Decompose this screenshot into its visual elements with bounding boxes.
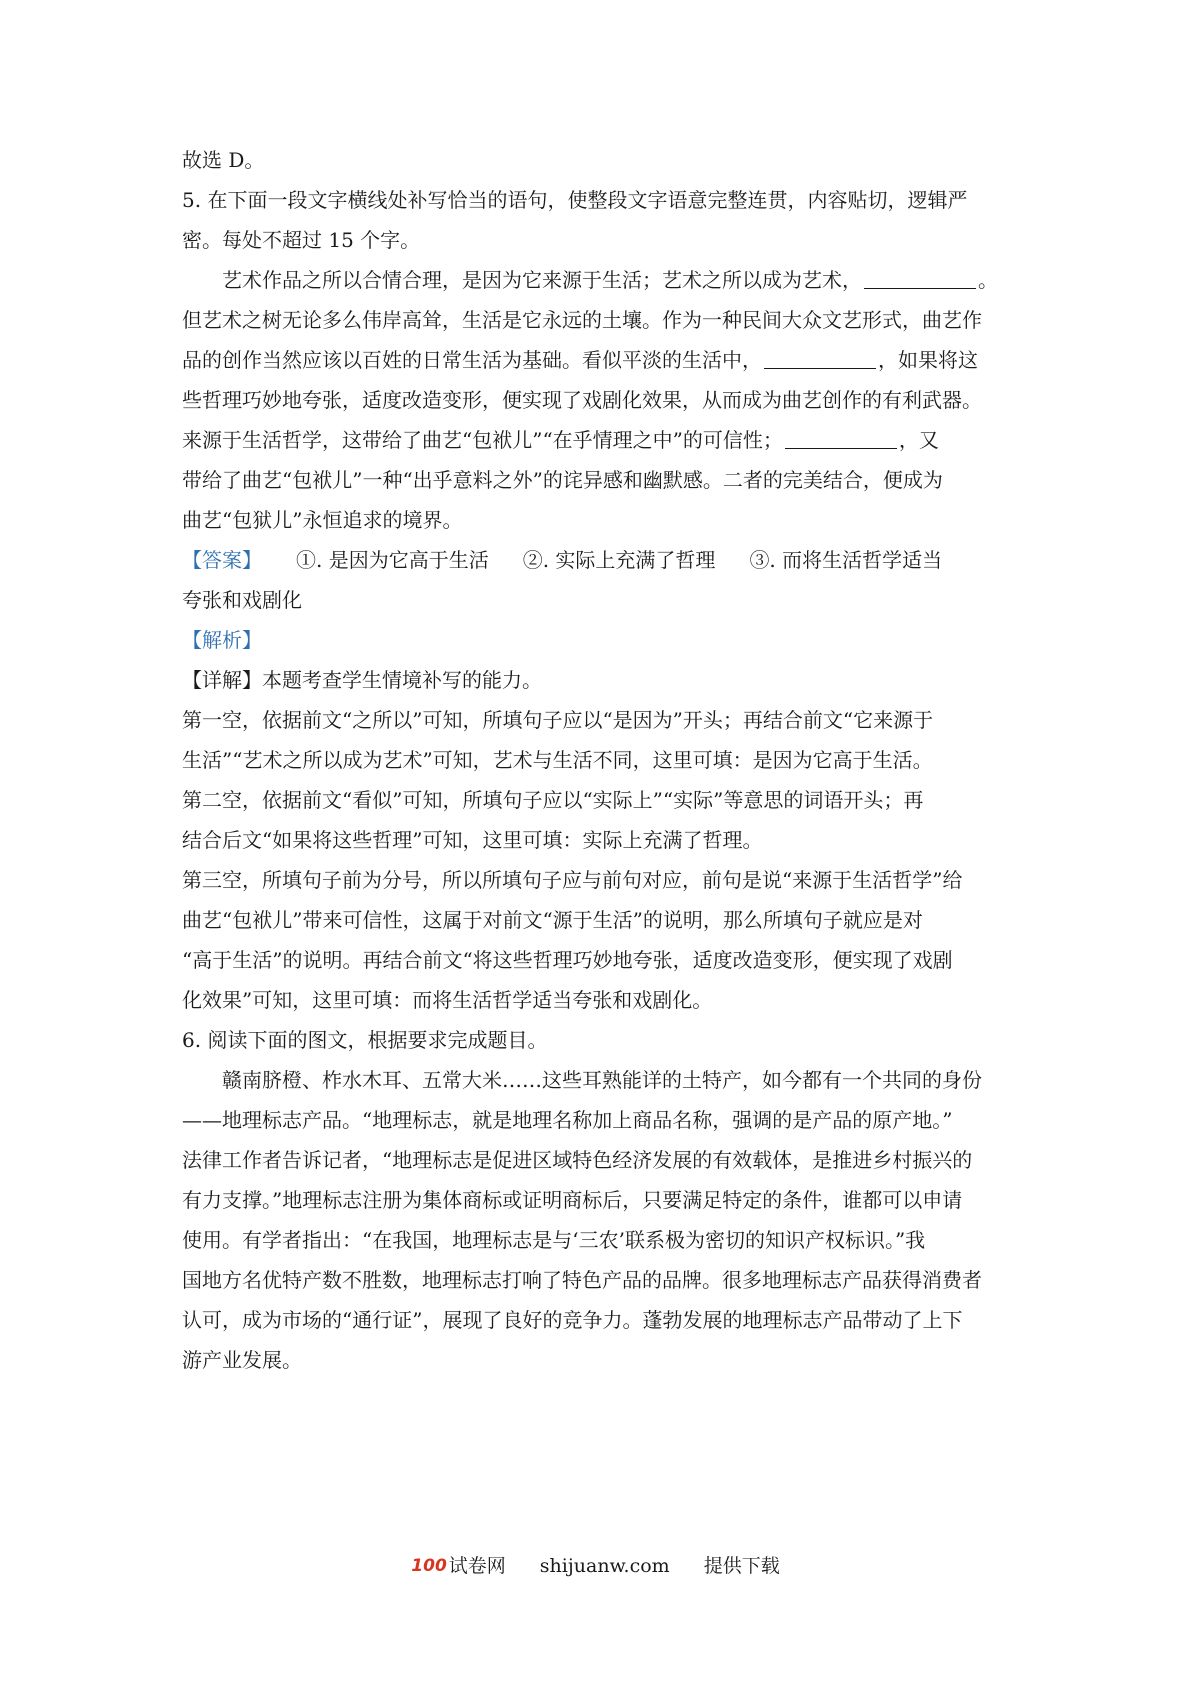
- question-6-passage: [182, 1060, 1020, 1380]
- analysis-line: 化效果”可知，这里可填：而将生活哲学适当夸张和戏剧化。: [182, 988, 713, 1012]
- passage-line: 认可，成为市场的“通行证”，展现了良好的竞争力。蓬勃发展的地理标志产品带动了上下: [182, 1308, 963, 1332]
- answer-blank-3: [785, 426, 897, 449]
- passage-line: 些哲理巧妙地夸张，适度改造变形，便实现了戏剧化效果，从而成为曲艺创作的有利武器。: [182, 388, 982, 412]
- answer-row: [182, 540, 1020, 580]
- analysis-line: 第三空，所填句子前为分号，所以所填句子应与前句对应，前句是说“来源于生活哲学”给: [182, 868, 963, 892]
- passage-line: 有力支撑。”地理标志注册为集体商标或证明商标后，只要满足特定的条件，谁都可以申请: [182, 1188, 963, 1212]
- question-5-passage: [182, 260, 1020, 540]
- passage-line: 带给了曲艺“包袱儿”一种“出乎意料之外”的诧异感和幽默感。二者的完美结合，便成为: [182, 468, 943, 492]
- passage-line: 游产业发展。: [182, 1348, 302, 1372]
- passage-line: 曲艺“包狱儿”永恒追求的境界。: [182, 508, 463, 532]
- passage-line: ——地理标志产品。“地理标志，就是地理名称加上商品名称，强调的是产品的原产地。”: [182, 1108, 953, 1132]
- answer-item-3: ③. 而将生活哲学适当: [749, 548, 943, 572]
- passage-line: 使用。有学者指出：“在我国，地理标志是与‘三农’联系极为密切的知识产权标识。”我: [182, 1228, 926, 1252]
- passage-line: 但艺术之树无论多么伟岸高耸，生活是它永远的土壤。作为一种民间大众文艺形式，曲艺作: [182, 308, 982, 332]
- passage-line: 法律工作者告诉记者，“地理标志是促进区域特色经济发展的有效载体，是推进乡村振兴的: [182, 1148, 973, 1172]
- passage-line: 来源于生活哲学，这带给了曲艺“包袱儿”“在乎情理之中”的可信性； ，又: [182, 428, 939, 452]
- analysis-tag: 【解析】: [182, 628, 262, 652]
- passage-line: 艺术作品之所以合情合理，是因为它来源于生活；艺术之所以成为艺术， 。: [222, 268, 998, 292]
- passage-line: 国地方名优特产数不胜数，地理标志打响了特色产品的品牌。很多地理标志产品获得消费者: [182, 1268, 982, 1292]
- analysis-line: “高于生活”的说明。再结合前文“将这些哲理巧妙地夸张，适度改造变形，便实现了戏剧: [182, 948, 953, 972]
- site-logo: 100: [411, 1556, 447, 1576]
- answer-blank-2: [764, 346, 876, 369]
- footer-download-text: 提供下载: [703, 1555, 780, 1577]
- footer-site-link[interactable]: shijuanw.com: [539, 1555, 670, 1577]
- analysis-line: 第二空，依据前文“看似”可知，所填句子应以“实际上”“实际”等意思的词语开头；再: [182, 788, 924, 812]
- analysis-line: 第一空，依据前文“之所以”可知，所填句子应以“是因为”开头；再结合前文“它来源于: [182, 708, 934, 732]
- document-content: [182, 140, 1020, 1380]
- analysis-line: 曲艺“包袱儿”带来可信性，这属于对前文“源于生活”的说明，那么所填句子就应是对: [182, 908, 923, 932]
- analysis-line: 生活”“艺术之所以成为艺术”可知，艺术与生活不同，这里可填：是因为它高于生活。: [182, 748, 933, 772]
- answer-item-2: ②. 实际上充满了哲理: [522, 548, 716, 572]
- question-5-stem-cont: 密。每处不超过 15 个字。: [182, 228, 421, 252]
- question-5-stem: 5. 在下面一段文字横线处补写恰当的语句，使整段文字语意完整连贯，内容贴切，逻辑严: [182, 188, 968, 212]
- passage-line: 品的创作当然应该以百姓的日常生活为基础。看似平淡的生活中， ，如果将这: [182, 348, 978, 372]
- answer-blank-1: [864, 266, 976, 289]
- text-line: 故选 D。: [182, 148, 265, 172]
- analysis-line: 结合后文“如果将这些哲理”可知，这里可填：实际上充满了哲理。: [182, 828, 763, 852]
- footer-brand: 试卷网: [448, 1555, 506, 1577]
- answer-item-1: ①. 是因为它高于生活: [296, 548, 489, 572]
- page-footer: [0, 1551, 1191, 1578]
- detail-heading: 【详解】本题考查学生情境补写的能力。: [182, 668, 542, 692]
- question-6-stem: 6. 阅读下面的图文，根据要求完成题目。: [182, 1028, 548, 1052]
- answer-cont: 夸张和戏剧化: [182, 588, 302, 612]
- passage-line: 赣南脐橙、柞水木耳、五常大米……这些耳熟能详的土特产，如今都有一个共同的身份: [222, 1068, 982, 1092]
- answer-tag: 【答案】: [182, 548, 262, 572]
